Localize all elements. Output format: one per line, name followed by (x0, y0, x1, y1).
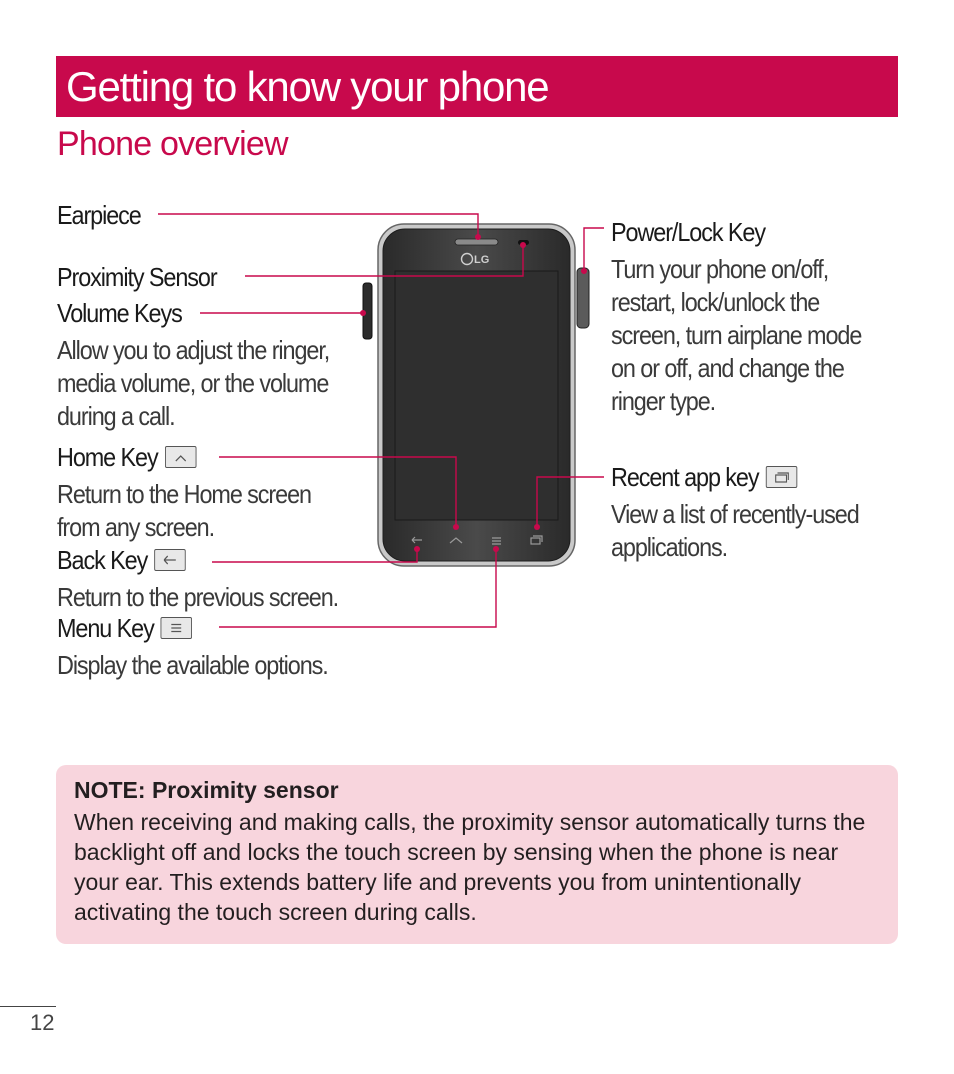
back-key-label: Back Key (57, 545, 186, 575)
volume-keys-label: Volume Keys (57, 298, 182, 328)
proximity-sensor-label: Proximity Sensor (57, 262, 217, 292)
menu-key-label: Menu Key (57, 613, 192, 643)
back-arrow-icon (154, 549, 186, 571)
note-title: NOTE: Proximity sensor (74, 777, 339, 803)
power-callout-line (584, 228, 604, 271)
power-key-button (577, 268, 589, 328)
back-key-description: Return to the previous screen. (57, 582, 339, 612)
menu-icon (161, 617, 193, 639)
volume-keys-description: Allow you to adjust the ringer, media volume, or the volume during a call. (57, 335, 330, 431)
svg-text:LG: LG (474, 254, 490, 266)
recent-app-key-label: Recent app key (611, 462, 797, 492)
recent-app-key-description: View a list of recently-used applications. (611, 499, 859, 562)
home-key-label: Home Key (57, 442, 196, 472)
power-lock-key-label: Power/Lock Key (611, 217, 765, 247)
page-number-rule (0, 1006, 56, 1007)
page-title: Getting to know your phone (66, 63, 549, 110)
earpiece-slot (455, 239, 498, 245)
home-key-description: Return to the Home screen from any screen. (57, 479, 311, 542)
earpiece-label: Earpiece (57, 200, 141, 230)
note-body: When receiving and making calls, the proximity sensor automatically turns the backlight off and locks the touch screen by sensing when the phone is near your ear. This extends battery life and prevents you from unintentionally activating the touch screen during calls. (74, 809, 866, 925)
page-number: 12 (30, 1010, 55, 1035)
power-lock-key-description: Turn your phone on/off, restart, lock/unlock the screen, turn airplane mode on or off, and change the ringer type. (611, 254, 862, 416)
recent-apps-icon (766, 466, 798, 488)
section-title: Phone overview (57, 125, 288, 163)
home-icon (165, 446, 196, 468)
phone-screen (395, 271, 558, 520)
menu-key-description: Display the available options. (57, 650, 328, 680)
